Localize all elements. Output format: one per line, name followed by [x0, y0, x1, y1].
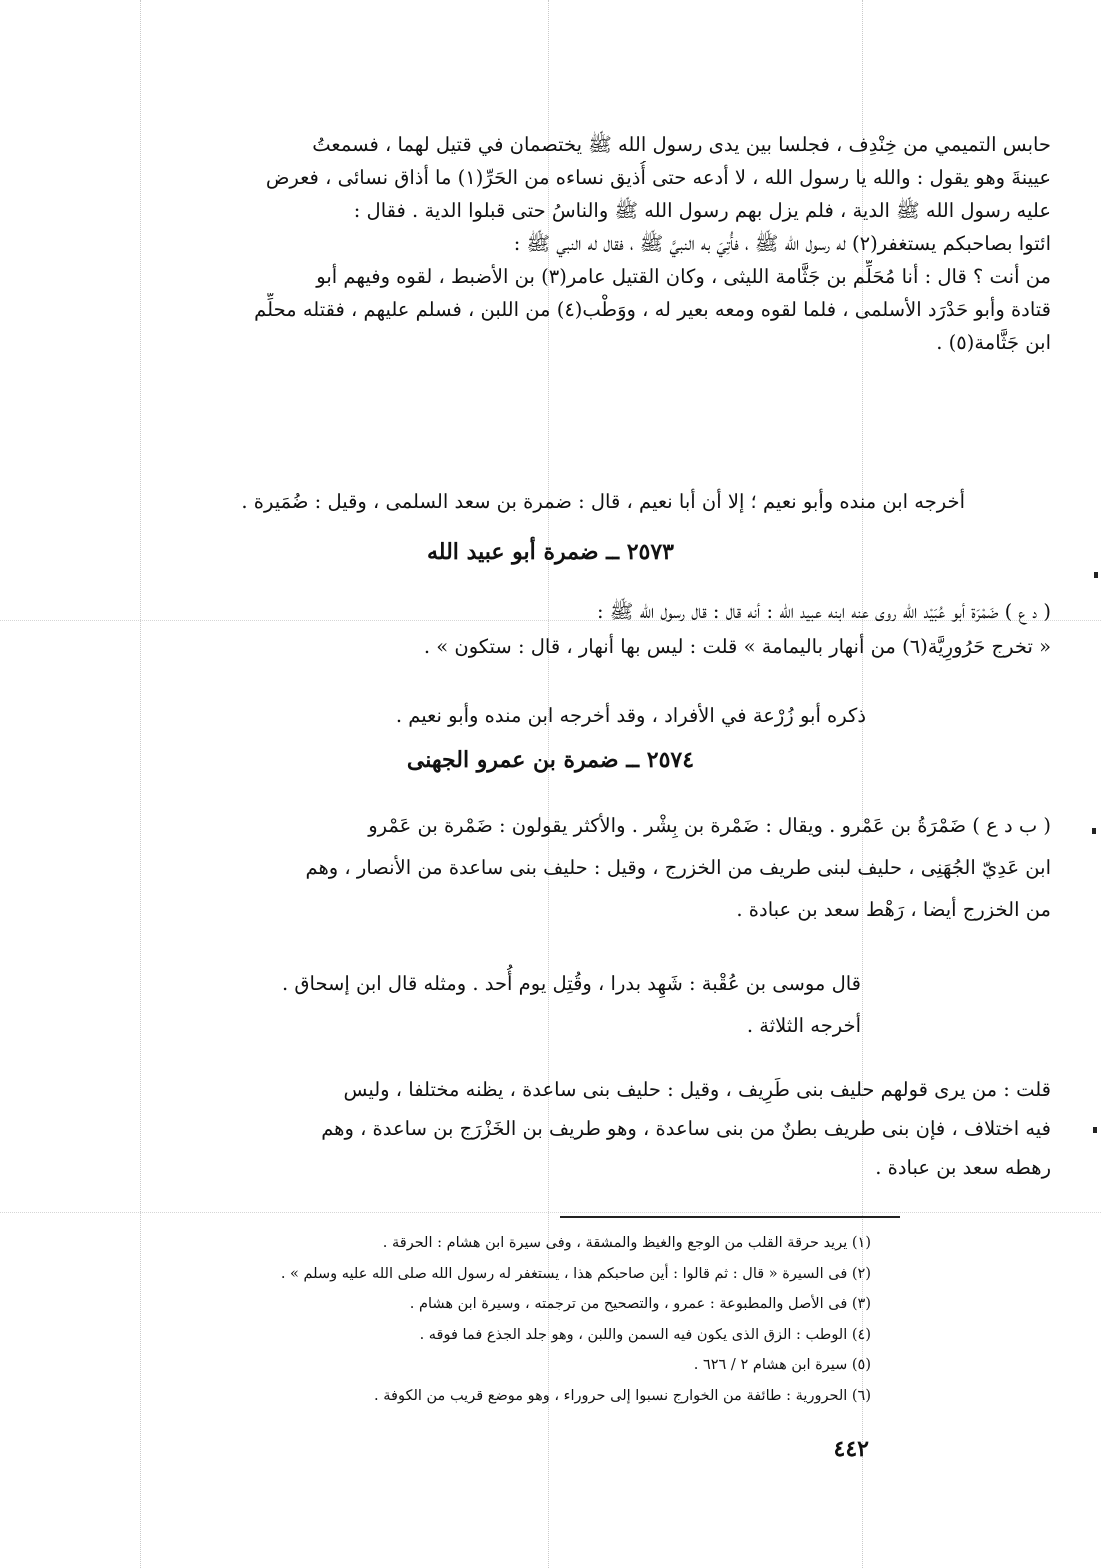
footnote-3: (٣) فى الأصل والمطبوعة : عمرو ، والتصحيح من ترجمته ، وسيرة ابن هشام . — [409, 1296, 871, 1312]
footnote-1: (١) يريد حرقة القلب من الوجع والغيظ والمشقة ، وفى سيرة ابن هشام : الحرقة . — [382, 1235, 871, 1251]
entry-2574-body — [40, 805, 1051, 931]
text-line: ( د ع ) ضَمْرَة أبو عُبَيْد الله روى عنه ابنه عبيد الله : أنه قال : قال رسول الله ﷺ : — [597, 600, 1051, 623]
body-paragraph-top — [40, 128, 1051, 359]
scan-speck — [1092, 828, 1096, 834]
entry-heading-2574: ٢٥٧٤ ــ ضمرة بن عمرو الجهنى — [406, 747, 695, 773]
text-line: قلت : من يرى قولهم حليف بنى طَرِيف ، وقيل : حليف بنى ساعدة ، يظنه مختلفا ، وليس — [343, 1078, 1051, 1101]
entry-2573-tail: ذكره أبو زُرْعة في الأفراد ، وقد أخرجه ابن منده وأبو نعيم . — [395, 704, 866, 727]
text-line: عليه رسول الله ﷺ الدية ، فلم يزل بهم رسول الله ﷺ والناسُ حتى قبلوا الدية . فقال : — [353, 199, 1051, 222]
scan-speck — [1094, 572, 1098, 578]
text-line: قال موسى بن عُقْبة : شَهِد بدرا ، وقُتِل يوم أُحد . ومثله قال ابن إسحاق . — [281, 972, 861, 995]
text-line: « تخرج حَرُورِيَّة(٦) من أنهار باليمامة » قلت : ليس بها أنهار ، قال : ستكون » . — [423, 635, 1051, 658]
text-line: أخرجه الثلاثة . — [746, 1014, 861, 1037]
entry-2574-tail — [282, 963, 861, 1047]
text-line: قتادة وأبو حَدْرَد الأسلمى ، فلما لقوه ومعه بعير له ، ووَطْب(٤) من اللبن ، فسلم عليهم ، فقتله محلِّم — [254, 298, 1051, 321]
text-line: من أنت ؟ قال : أنا مُحَلِّم بن جَثَّامة الليثى ، وكان القتيل عامر(٣) بن الأضبط ، لقوه وفيهم أبو — [316, 265, 1051, 288]
author-note — [40, 1070, 1051, 1187]
entry-heading-2573: ٢٥٧٣ ــ ضمرة أبو عبيد الله — [427, 539, 674, 565]
scan-guide — [0, 1212, 1101, 1213]
footnotes — [220, 1228, 871, 1411]
entry-2573-body — [40, 594, 1051, 664]
text-line: ( ب د ع ) ضَمْرَةُ بن عَمْرو . ويقال : ضَمْرة بن بِشْر . والأكثر يقولون : ضَمْرة بن عَمْرو — [368, 814, 1051, 837]
footnote-separator — [560, 1216, 900, 1218]
footnote-5: (٥) سيرة ابن هشام ٢ / ٦٢٦ . — [693, 1357, 871, 1373]
page-number: ٤٤٢ — [833, 1436, 869, 1462]
body-paragraph-2: أخرجه ابن منده وأبو نعيم ؛ إلا أن أبا نعيم ، قال : ضمرة بن سعد السلمى ، وقيل : ضُمَيرة . — [241, 490, 965, 513]
footnote-6: (٦) الحرورية : طائفة من الخوارج نسبوا إلى حروراء ، وهو موضع قريب من الكوفة . — [374, 1387, 871, 1404]
text-line: ائتوا بصاحبكم يستغفر(٢) له رسول الله ﷺ ، فأُتِيَ به النبيَّ ﷺ ، فقال له النبي ﷺ : — [513, 232, 1051, 255]
text-line: ابن جَثَّامة(٥) . — [936, 331, 1051, 354]
footnote-2: (٢) فى السيرة « قال : ثم قالوا : أين صاحبكم هذا ، يستغفر له رسول الله صلى الله عليه وسلم » . — [280, 1265, 871, 1282]
text-line: حابس التميمي من خِنْدِف ، فجلسا بين يدى رسول الله ﷺ يختصمان في قتيل لهما ، فسمعتُ — [312, 133, 1051, 156]
text-line: رهطه سعد بن عبادة . — [875, 1156, 1051, 1179]
text-line: ابن عَدِيّ الجُهَنِى ، حليف لبنى طريف من الخزرج ، وقيل : حليف بنى ساعدة من الأنصار ، وهم — [305, 856, 1051, 879]
scan-speck — [1093, 1127, 1097, 1133]
footnote-4: (٤) الوطب : الزق الذى يكون فيه السمن واللبن ، وهو جلد الجذع فما فوقه . — [419, 1326, 871, 1343]
text-line: عيينةَ وهو يقول : والله يا رسول الله ، لا أدعه حتى أُذيق نساءه من الحَرِّ(١) ما أذاق نسائى ، فعرض — [265, 166, 1051, 189]
text-line: من الخزرج أيضا ، رَهْط سعد بن عبادة . — [736, 898, 1051, 921]
text-line: فيه اختلاف ، فإن بنى طريف بطنٌ من بنى ساعدة ، وهو طريف بن الخَزْرَج بن ساعدة ، وهم — [321, 1117, 1051, 1140]
